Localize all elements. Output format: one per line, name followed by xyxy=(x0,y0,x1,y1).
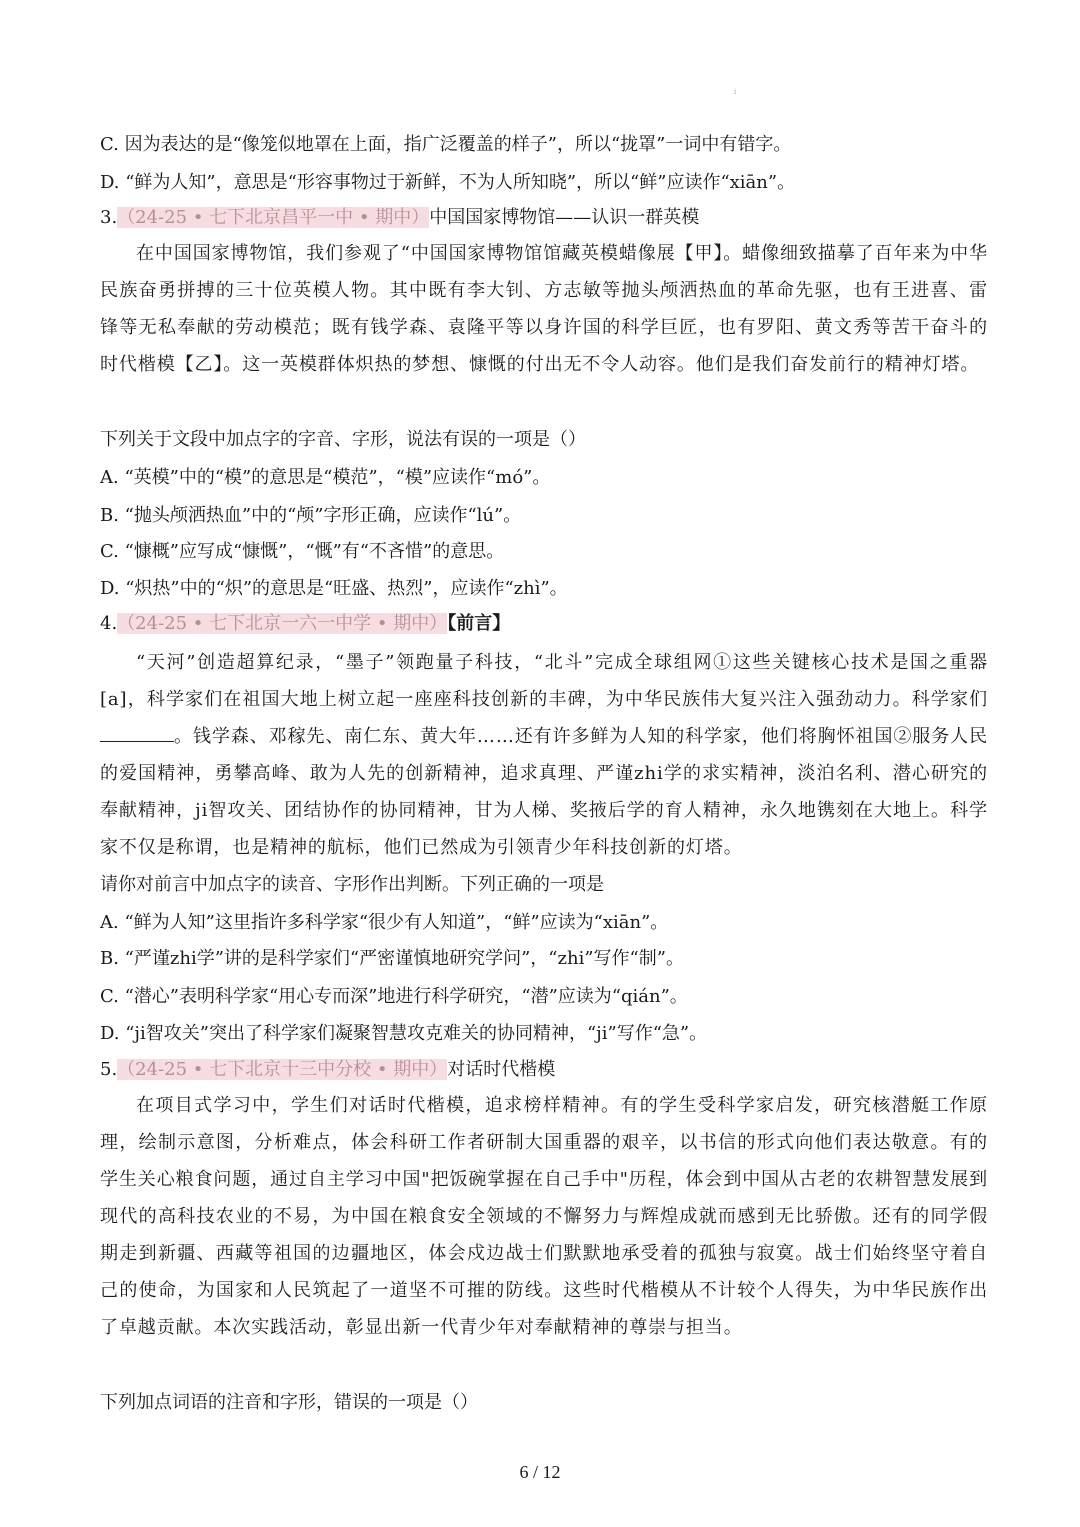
question-3-option-d: D. “炽热”中的“炽”的意思是“旺盛、热烈”，应读作“zhì”。 xyxy=(100,578,568,599)
question-3-option-c: C. “慷概”应写成“慷慨”，“慨”有“不吝惜”的意思。 xyxy=(100,541,505,562)
question-3-prompt: 下列关于文段中加点字的字音、字形，说法有误的一项是（） xyxy=(100,429,586,450)
question-number: 5. xyxy=(100,1059,118,1080)
question-3-passage: 在中国国家博物馆，我们参观了“中国国家博物馆馆藏英模蜡像展【甲】。蜡像细致描摹了百年来为中华民族奋勇拼搏的三十位英模人物。其中既有李大钊、方志敏等抛头颅洒热血的革命先驱，也有王进喜、雷锋等无私奉献的劳动模范；既有钱学森、袁隆平等以身许国的科学巨匠，也有罗阳、黄文秀等苦干奋斗的时代楷模【乙】。这一英模群体炽热的梦想、慷慨的付出无不令人动容。他们是我们奋发前行的精神灯塔。 xyxy=(100,243,988,375)
passage-part-2: 。钱学森、邓稼先、南仁东、黄大年……还有许多鲜为人知的科学家，他们将胸怀祖国②服务人民的爱国精神，勇攀高峰、敢为人先的创新精神，追求真理、严谨zhi学的求实精神，淡泊名利、潜心研究的奉献精神，ji智攻关、团结协作的协同精神，甘为人梯、奖掖后学的育人精神，永久地镌刻在大地上。科学家不仅是称谓，也是精神的航标，他们已然成为引领青少年科技创新的灯塔。 xyxy=(100,726,988,858)
question-4-passage xyxy=(100,644,988,866)
fill-blank xyxy=(100,723,174,742)
question-5-passage: 在项目式学习中，学生们对话时代楷模，追求榜样精神。有的学生受科学家启发，研究核潜艇工作原理，绘制示意图，分析难点，体会科研工作者研制大国重器的艰辛，以书信的形式向他们表达敬意。有的学生关心粮食问题，通过自主学习中国"把饭碗掌握在自己手中"历程，体会到中国从古老的农耕智慧发展到现代的高科技农业的不易，为中国在粮食安全领域的不懈努力与辉煌成就而感到无比骄傲。还有的同学假期走到新疆、西藏等祖国的边疆地区，体会戍边战士们默默地承受着的孤独与寂寞。战士们始终坚守着自己的使命，为国家和人民筑起了一道坚不可摧的防线。这些时代楷模从不计较个人得失，为中华民族作出了卓越贡献。本次实践活动，彰显出新一代青少年对奉献精神的尊崇与担当。 xyxy=(100,1095,988,1338)
question-number: 3. xyxy=(100,207,118,228)
source-tag: （24-25 • 七下北京昌平一中 • 期中） xyxy=(117,207,430,228)
source-tag: （24-25 • 七下北京一六一中学 • 期中） xyxy=(117,613,448,634)
question-4-option-d: D. “ji智攻关”突出了科学家们凝聚智慧攻克难关的协同精神，“ji”写作“急”。 xyxy=(100,1023,708,1044)
question-3-option-b: B. “抛头颅洒热血”中的“颅”字形正确，应读作“lú”。 xyxy=(100,505,522,526)
question-4-option-b: B. “严谨zhi学”讲的是科学家们“严密谨慎地研究学问”，“zhi”写作“制”。 xyxy=(100,948,684,969)
question-title: 对话时代楷模 xyxy=(447,1059,556,1080)
question-3-option-a: A. “英模”中的“模”的意思是“模范”，“模”应读作“mó”。 xyxy=(100,467,551,488)
question-4-prompt: 请你对前言中加点字的读音、字形作出判断。下列正确的一项是 xyxy=(100,874,604,895)
question-4-option-c: C. “潜心”表明科学家“用心专而深”地进行科学研究，“潜”应读为“qián”。 xyxy=(100,986,688,1007)
question-number: 4. xyxy=(100,613,118,634)
question-3-header xyxy=(100,205,984,231)
option-c: C. 因为表达的是“像笼似地罩在上面，指广泛覆盖的样子”，所以“拢罩”一词中有错字。 xyxy=(100,134,792,155)
question-title: 中国国家博物馆——认识一群英模 xyxy=(429,207,700,228)
question-4-option-a: A. “鲜为人知”这里指许多科学家“很少有人知道”，“鲜”应读为“xiān”。 xyxy=(100,912,669,933)
option-d: D. “鲜为人知”，意思是“形容事物过于新鲜，不为人所知晓”，所以“鲜”应读作“xiān”。 xyxy=(100,172,796,193)
corner-mark: i xyxy=(734,88,737,96)
question-5-prompt: 下列加点词语的注音和字形，错误的一项是（） xyxy=(100,1392,478,1413)
question-title: 【前言】 xyxy=(447,613,511,634)
page-number: 6 / 12 xyxy=(519,1462,561,1482)
question-5-header xyxy=(100,1057,984,1083)
question-4-header xyxy=(100,611,984,637)
passage-part-1: “天河”创造超算纪录，“墨子”领跑量子科技，“北斗”完成全球组网①这些关键核心技术是国之重器[a]，科学家们在祖国大地上树立起一座座科技创新的丰碑，为中华民族伟大复兴注入强劲动力。科学家们 xyxy=(100,652,988,710)
source-tag: （24-25 • 七下北京十三中分校 • 期中） xyxy=(117,1059,448,1080)
